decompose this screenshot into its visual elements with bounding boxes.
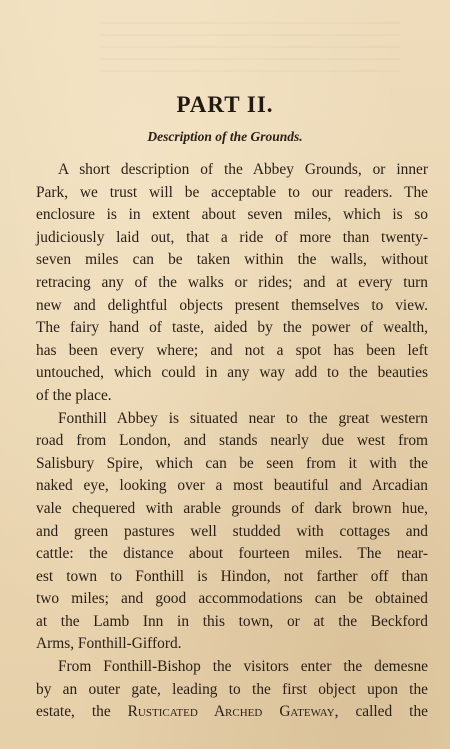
- text-line: vale chequered with arable grounds of dark brown hue,: [36, 499, 428, 517]
- section-subtitle: Description of the Grounds.: [147, 129, 303, 144]
- text-line: has been every where; and not a spot has been left: [36, 341, 428, 359]
- text-line: two miles; and good accommodations can be obtained: [36, 590, 428, 608]
- text-line: enclosure is in extent about seven miles, which is so: [36, 206, 428, 224]
- text-line: Arms, Fonthill-Gifford.: [36, 635, 182, 653]
- text-line: A short description of the Abbey Grounds, or inner: [58, 161, 428, 178]
- text-line: retracing any of the walks or rides; and at every turn: [36, 273, 428, 291]
- text-line: road from London, and stands nearly due west from: [36, 432, 428, 450]
- text-line: judiciously laid out, that a ride of more than twenty-: [36, 228, 428, 246]
- text-line: Fonthill Abbey is situated near to the great western: [58, 409, 428, 427]
- body-text: [36, 159, 428, 724]
- text-line: cattle: the distance about fourteen miles. The near-: [36, 545, 428, 563]
- text-line-final: [36, 701, 428, 724]
- text-line: by an outer gate, leading to the first object upon the: [36, 680, 428, 698]
- text-line: of the place.: [36, 386, 112, 404]
- text-line: seven miles can be taken within the walls, without: [36, 251, 428, 269]
- text-line: and green pastures well studded with cottages and: [36, 522, 428, 540]
- text-line: untouched, which could in any way add to the beauties: [36, 364, 428, 382]
- text-line: new and delightful objects present themselves to view.: [36, 296, 428, 314]
- text-line: est town to Fonthill is Hindon, not farther off than: [36, 567, 428, 585]
- small-caps-term: Rusticated Arched Gateway,: [127, 703, 339, 721]
- text-line: Salisbury Spire, which can be seen from it with the: [36, 454, 428, 472]
- text-line: naked eye, looking over a most beautiful and Arcadian: [36, 477, 428, 495]
- text-line: Park, we trust will be acceptable to our readers. The: [36, 183, 428, 201]
- text-fragment: called the: [338, 703, 428, 721]
- text-line: From Fonthill-Bishop the visitors enter the demesne: [58, 658, 428, 676]
- text-line: The fairy hand of taste, aided by the power of wealth,: [36, 319, 428, 337]
- part-heading: PART II.: [176, 92, 274, 117]
- text-line: at the Lamb Inn in this town, or at the Beckford: [36, 612, 428, 630]
- bleed-through-texture: [100, 22, 400, 72]
- text-fragment: estate, the: [36, 703, 128, 721]
